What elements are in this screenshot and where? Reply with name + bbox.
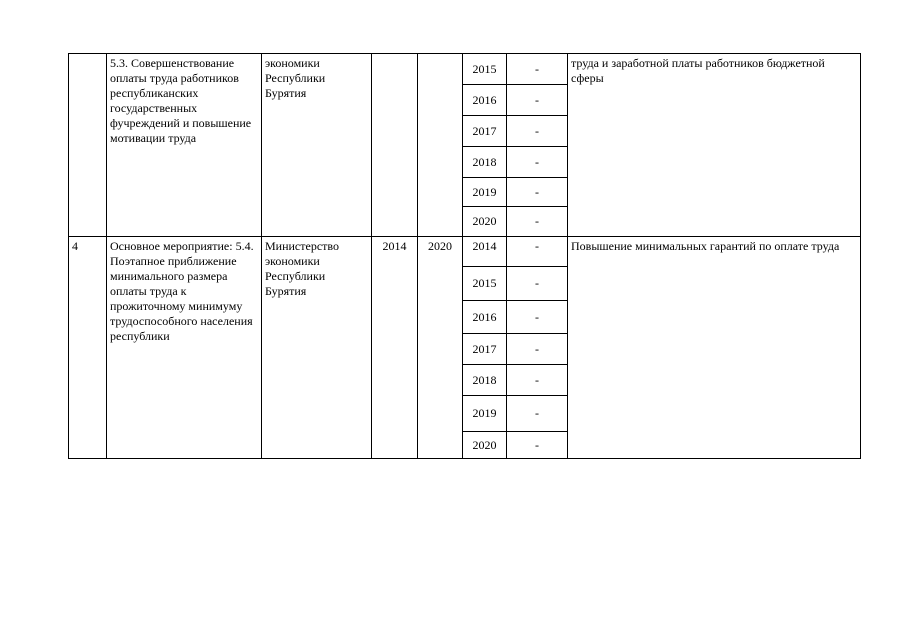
year-cell: 2020 xyxy=(463,432,507,459)
year-value-cell: - xyxy=(507,301,568,334)
end-year-cell xyxy=(418,54,463,237)
year-cell: 2019 xyxy=(463,396,507,432)
year-value-cell: - xyxy=(507,267,568,301)
table-row xyxy=(69,54,861,85)
year-value-cell: - xyxy=(507,237,568,267)
year-value-cell: - xyxy=(507,432,568,459)
measures-table xyxy=(68,53,861,459)
year-cell: 2017 xyxy=(463,334,507,365)
year-value-cell: - xyxy=(507,85,568,116)
measure-name-cell: Основное мероприятие: 5.4. Поэтапное приближение минимального размера оплаты труда к прожиточному минимуму трудоспособного населения республики xyxy=(107,237,262,459)
year-value-cell: - xyxy=(507,116,568,147)
year-cell: 2015 xyxy=(463,267,507,301)
year-value-cell: - xyxy=(507,334,568,365)
expected-result-cell: труда и заработной платы работников бюджетной сферы xyxy=(568,54,861,237)
year-value-cell: - xyxy=(507,147,568,178)
year-cell: 2015 xyxy=(463,54,507,85)
table-row xyxy=(69,237,861,267)
year-value-cell: - xyxy=(507,396,568,432)
year-value-cell: - xyxy=(507,365,568,396)
year-cell: 2014 xyxy=(463,237,507,267)
start-year-cell: 2014 xyxy=(372,237,418,459)
start-year-cell xyxy=(372,54,418,237)
expected-result-cell: Повышение минимальных гарантий по оплате труда xyxy=(568,237,861,459)
year-cell: 2017 xyxy=(463,116,507,147)
year-cell: 2016 xyxy=(463,301,507,334)
year-cell: 2020 xyxy=(463,207,507,237)
year-cell: 2019 xyxy=(463,178,507,207)
year-cell: 2018 xyxy=(463,147,507,178)
row-number-cell: 4 xyxy=(69,237,107,459)
year-cell: 2016 xyxy=(463,85,507,116)
end-year-cell: 2020 xyxy=(418,237,463,459)
executor-cell: экономики Республики Бурятия xyxy=(262,54,372,237)
measure-name-cell: 5.3. Совершенствование оплаты труда работников республиканских государственных фучреждений и повышение мотивации труда xyxy=(107,54,262,237)
year-cell: 2018 xyxy=(463,365,507,396)
year-value-cell: - xyxy=(507,207,568,237)
row-number-cell xyxy=(69,54,107,237)
year-value-cell: - xyxy=(507,178,568,207)
executor-cell: Министерство экономики Республики Бурятия xyxy=(262,237,372,459)
year-value-cell: - xyxy=(507,54,568,85)
